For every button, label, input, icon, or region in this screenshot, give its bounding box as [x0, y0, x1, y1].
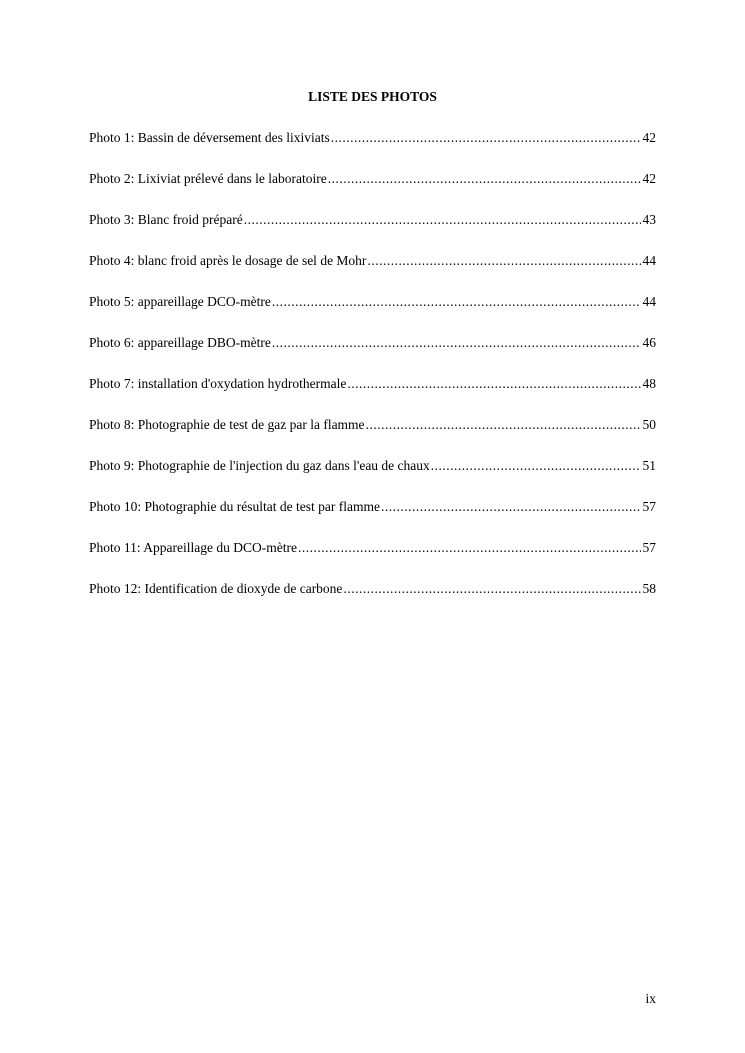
list-item [89, 417, 656, 458]
entry-page-number: 42 [642, 130, 656, 145]
dot-leader [367, 253, 640, 269]
list-item [89, 540, 656, 581]
entry-page-number: 51 [642, 458, 656, 473]
entry-page-number: 44 [642, 253, 656, 268]
page-number: ix [645, 991, 656, 1006]
dot-leader [298, 540, 641, 556]
entry-page-number: 42 [642, 171, 656, 186]
entry-label: Photo 8: Photographie de test de gaz par la flamme [89, 417, 365, 432]
list-item [89, 294, 656, 335]
dot-leader [331, 130, 641, 146]
dot-leader [347, 376, 640, 392]
dot-leader [272, 335, 641, 351]
dot-leader [328, 171, 641, 187]
entry-page-number: 43 [642, 212, 656, 227]
dot-leader [366, 417, 641, 433]
entry-label: Photo 12: Identification de dioxyde de carbone [89, 581, 343, 596]
list-item [89, 458, 656, 499]
page-title: LISTE DES PHOTOS [308, 89, 437, 104]
entry-label: Photo 9: Photographie de l'injection du gaz dans l'eau de chaux [89, 458, 430, 473]
entry-label: Photo 2: Lixiviat prélevé dans le laboratoire [89, 171, 327, 186]
entry-label: Photo 5: appareillage DCO-mètre [89, 294, 271, 309]
entry-label: Photo 1: Bassin de déversement des lixiviats [89, 130, 330, 145]
dot-leader [244, 212, 641, 228]
entry-page-number: 46 [642, 335, 656, 350]
dot-leader [431, 458, 641, 474]
entry-label: Photo 4: blanc froid après le dosage de sel de Mohr [89, 253, 367, 268]
entry-page-number: 44 [642, 294, 656, 309]
entry-label: Photo 3: Blanc froid préparé [89, 212, 243, 227]
entry-page-number: 57 [642, 540, 656, 555]
list-item [89, 499, 656, 540]
list-item [89, 376, 656, 417]
dot-leader [343, 581, 640, 597]
entry-page-number: 48 [642, 376, 656, 391]
list-item [89, 171, 656, 212]
entry-label: Photo 7: installation d'oxydation hydrothermale [89, 376, 347, 391]
list-item [89, 253, 656, 294]
list-item [89, 130, 656, 171]
entry-label: Photo 6: appareillage DBO-mètre [89, 335, 271, 350]
entry-label: Photo 11: Appareillage du DCO-mètre [89, 540, 297, 555]
entry-page-number: 57 [642, 499, 656, 514]
list-item [89, 335, 656, 376]
dot-leader [381, 499, 641, 515]
dot-leader [272, 294, 641, 310]
list-item [89, 212, 656, 253]
list-item [89, 581, 656, 622]
entry-page-number: 58 [642, 581, 656, 596]
entry-page-number: 50 [642, 417, 656, 432]
photo-list [89, 130, 656, 622]
entry-label: Photo 10: Photographie du résultat de test par flamme [89, 499, 380, 514]
